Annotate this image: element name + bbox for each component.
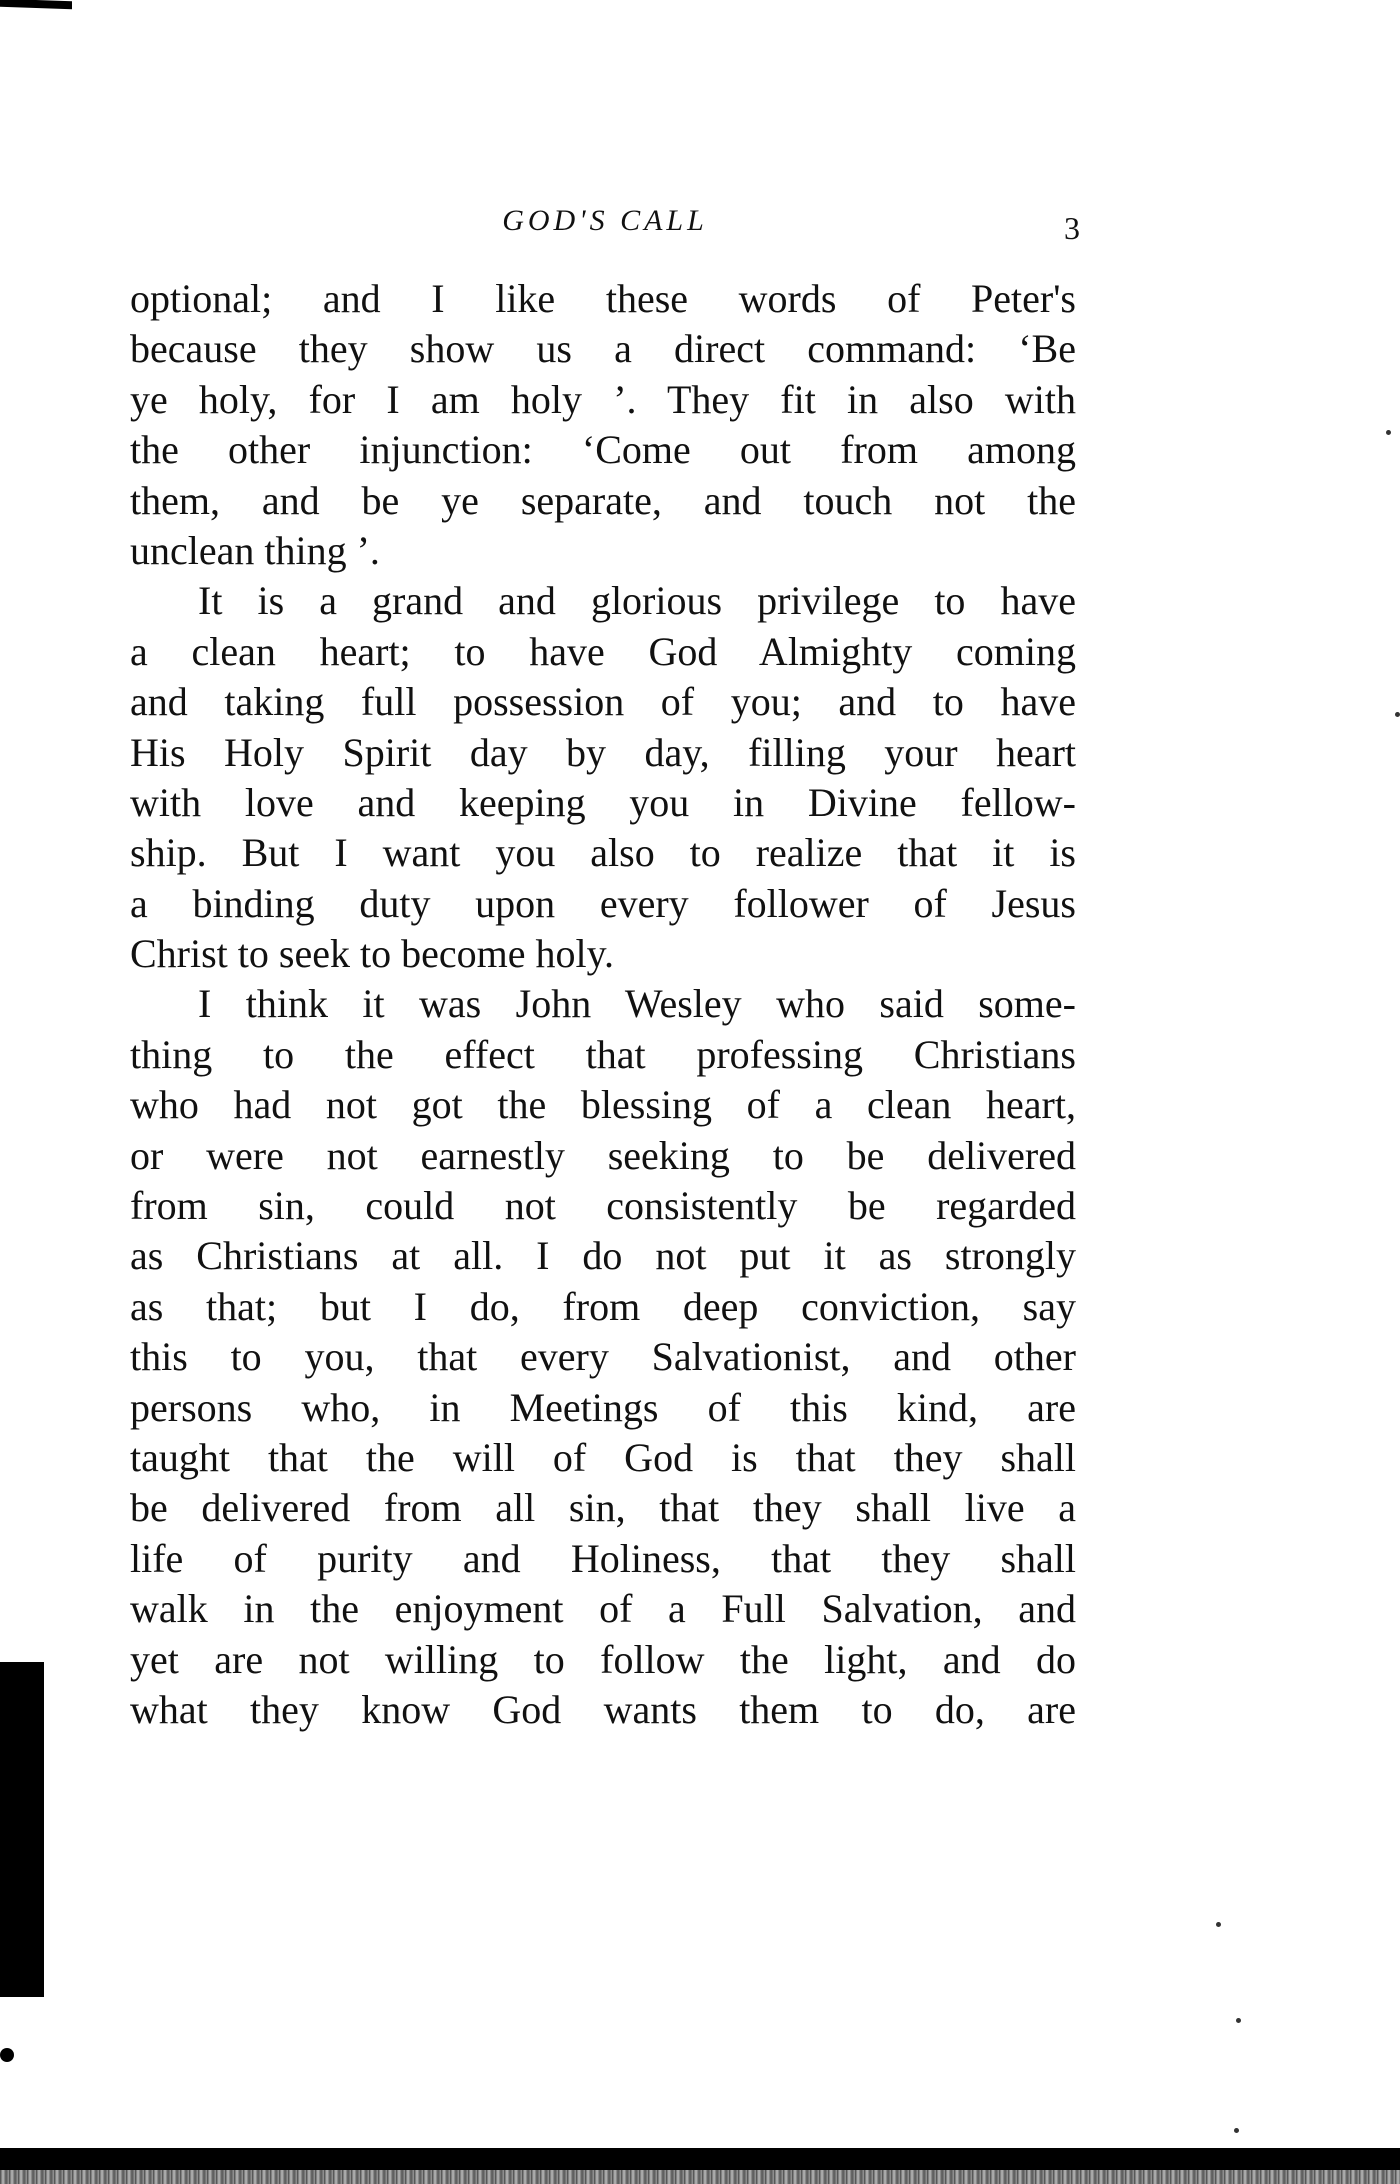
text-line: It is a grand and glorious privilege to have — [198, 578, 1076, 624]
text-line: this to you, that every Salvationist, and other — [130, 1334, 1076, 1380]
text-line: a clean heart; to have God Almighty coming — [130, 628, 1076, 674]
text-line: from sin, could not consistently be regarded — [130, 1183, 1076, 1229]
text-line: persons who, in Meetings of this kind, are — [130, 1384, 1076, 1430]
scan-corner-mark — [0, 0, 72, 9]
page-number: 3 — [1064, 210, 1080, 246]
running-head-title: GOD'S CALL — [502, 204, 708, 237]
text-line: a binding duty upon every follower of Jesus — [130, 880, 1076, 926]
scan-speck — [1236, 2018, 1241, 2023]
text-line: taught that the will of God is that they shall — [130, 1434, 1076, 1480]
text-line: with love and keeping you in Divine fellow- — [130, 779, 1076, 825]
running-head — [130, 200, 1080, 250]
scan-speck — [1386, 430, 1391, 435]
text-line: thing to the effect that professing Christians — [130, 1031, 1076, 1077]
text-line: Christ to seek to become holy. — [130, 931, 614, 977]
text-line: because they show us a direct command: ‘Be — [130, 326, 1076, 372]
scan-speck — [1395, 712, 1400, 717]
text-line: walk in the enjoyment of a Full Salvation, and — [130, 1586, 1076, 1632]
text-line: yet are not willing to follow the light, and do — [130, 1636, 1076, 1682]
scan-edge-shadow — [0, 1662, 44, 1997]
body-text — [130, 274, 1076, 1735]
scan-bottom-edge — [0, 2148, 1400, 2170]
text-line: or were not earnestly seeking to be delivered — [130, 1132, 1076, 1178]
scan-speck — [1234, 2128, 1239, 2133]
scan-speck — [1216, 1922, 1221, 1927]
scan-bottom-noise — [0, 2170, 1400, 2184]
text-line: unclean thing ’. — [130, 527, 380, 573]
text-line: be delivered from all sin, that they shall live a — [130, 1485, 1076, 1531]
text-line: as that; but I do, from deep conviction, say — [130, 1283, 1076, 1329]
paragraph — [130, 274, 1076, 576]
text-line: ye holy, for I am holy ’. They fit in also with — [130, 376, 1076, 422]
text-line: and taking full possession of you; and to have — [130, 679, 1076, 725]
text-line: the other injunction: ‘Come out from among — [130, 427, 1076, 473]
text-line: I think it was John Wesley who said some- — [198, 981, 1076, 1027]
text-line: who had not got the blessing of a clean heart, — [130, 1082, 1076, 1128]
text-line: His Holy Spirit day by day, filling your heart — [130, 729, 1076, 775]
text-line: optional; and I like these words of Peter's — [130, 276, 1076, 321]
scan-speck — [0, 2048, 14, 2062]
text-line: what they know God wants them to do, are — [130, 1686, 1076, 1732]
paragraph — [130, 576, 1076, 979]
text-line: ship. But I want you also to realize that it is — [130, 830, 1076, 876]
text-line: life of purity and Holiness, that they shall — [130, 1535, 1076, 1581]
paragraph — [130, 979, 1076, 1735]
text-line: them, and be ye separate, and touch not the — [130, 477, 1076, 523]
text-line: as Christians at all. I do not put it as strongly — [130, 1233, 1076, 1279]
